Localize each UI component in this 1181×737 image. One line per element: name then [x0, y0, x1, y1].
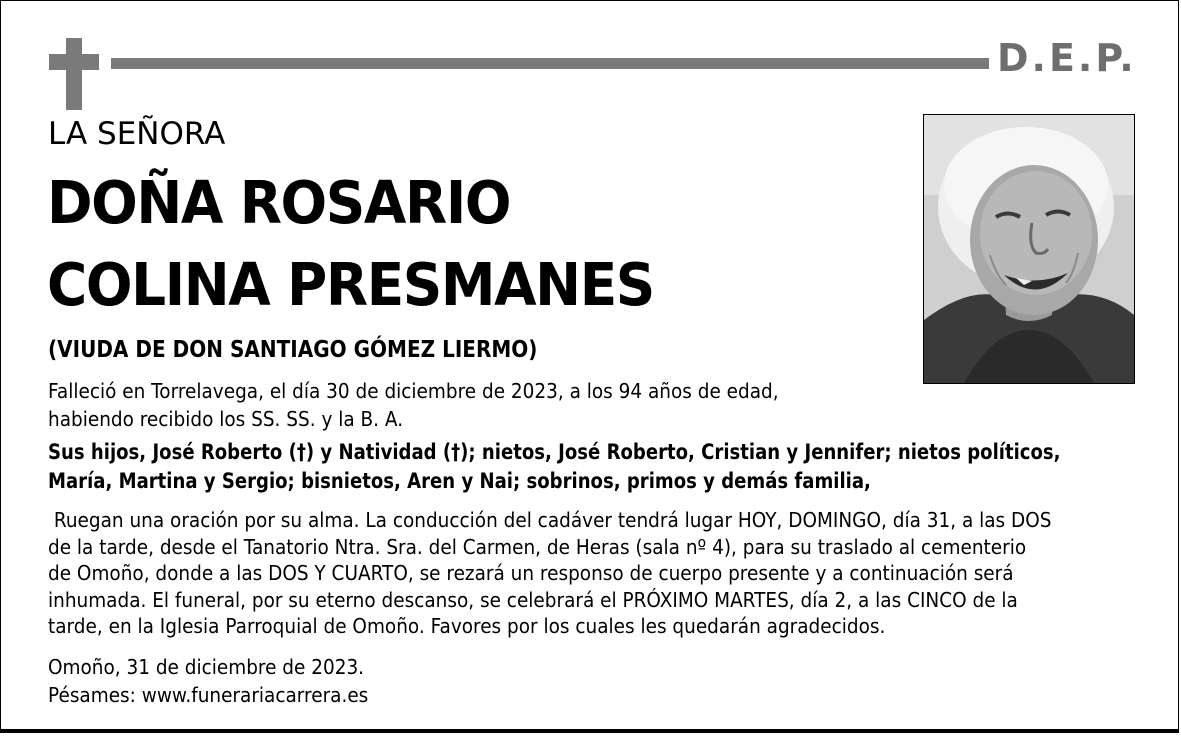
- ceremony-line: de Omoño, donde a las DOS Y CUARTO, se rezará un responso de cuerpo presente y a continuación será: [48, 561, 1014, 586]
- death-notice-line: habiendo recibido los SS. SS. y la B. A.: [48, 407, 404, 431]
- portrait-image: [924, 115, 1134, 383]
- death-notice-line: Falleció en Torrelavega, el día 30 de diciembre de 2023, a los 94 años de edad,: [48, 379, 779, 403]
- dep-label: D.E.P.: [997, 36, 1137, 80]
- ceremony-line: Ruegan una oración por su alma. La conducción del cadáver tendrá lugar HOY, DOMINGO, día 31, a las DOS: [48, 508, 1052, 532]
- family-line: Sus hijos, José Roberto (†) y Natividad (†); nietos, José Roberto, Cristian y Jennifer; nietos políticos,: [48, 440, 1061, 465]
- death-notice-paragraph: [48, 377, 779, 433]
- place-date: Omoño, 31 de diciembre de 2023.: [48, 655, 365, 679]
- deceased-title: LA SEÑORA: [48, 116, 226, 152]
- family-paragraph: [48, 438, 1061, 496]
- ceremony-line: tarde, en la Iglesia Parroquial de Omoño. Favores por los cuales les quedarán agradecidos.: [48, 614, 886, 639]
- footer-block: [48, 653, 368, 709]
- ceremony-paragraph: [48, 507, 1051, 640]
- deceased-name-line1: DOÑA ROSARIO: [47, 168, 511, 237]
- ceremony-line: de la tarde, desde el Tanatorio Ntra. Sra. del Carmen, de Heras (sala nº 4), para su traslado al cementerio: [48, 534, 1027, 559]
- header-rule: [111, 58, 989, 69]
- family-line: María, Martina y Sergio; bisnietos, Aren y Nai; sobrinos, primos y demás familia,: [48, 469, 871, 494]
- cross-icon-horizontal: [49, 54, 99, 70]
- portrait-photo: [923, 114, 1135, 384]
- condolences-link: Pésames: www.funerariacarrera.es: [48, 683, 369, 707]
- cross-icon-vertical: [66, 38, 82, 110]
- deceased-name-line2: COLINA PRESMANES: [47, 250, 654, 319]
- widow-of-text: (VIUDA DE DON SANTIAGO GÓMEZ LIERMO): [48, 337, 538, 363]
- ceremony-line: inhumada. El funeral, por su eterno descanso, se celebrará el PRÓXIMO MARTES, día 2, a las CINCO de la: [48, 587, 1018, 612]
